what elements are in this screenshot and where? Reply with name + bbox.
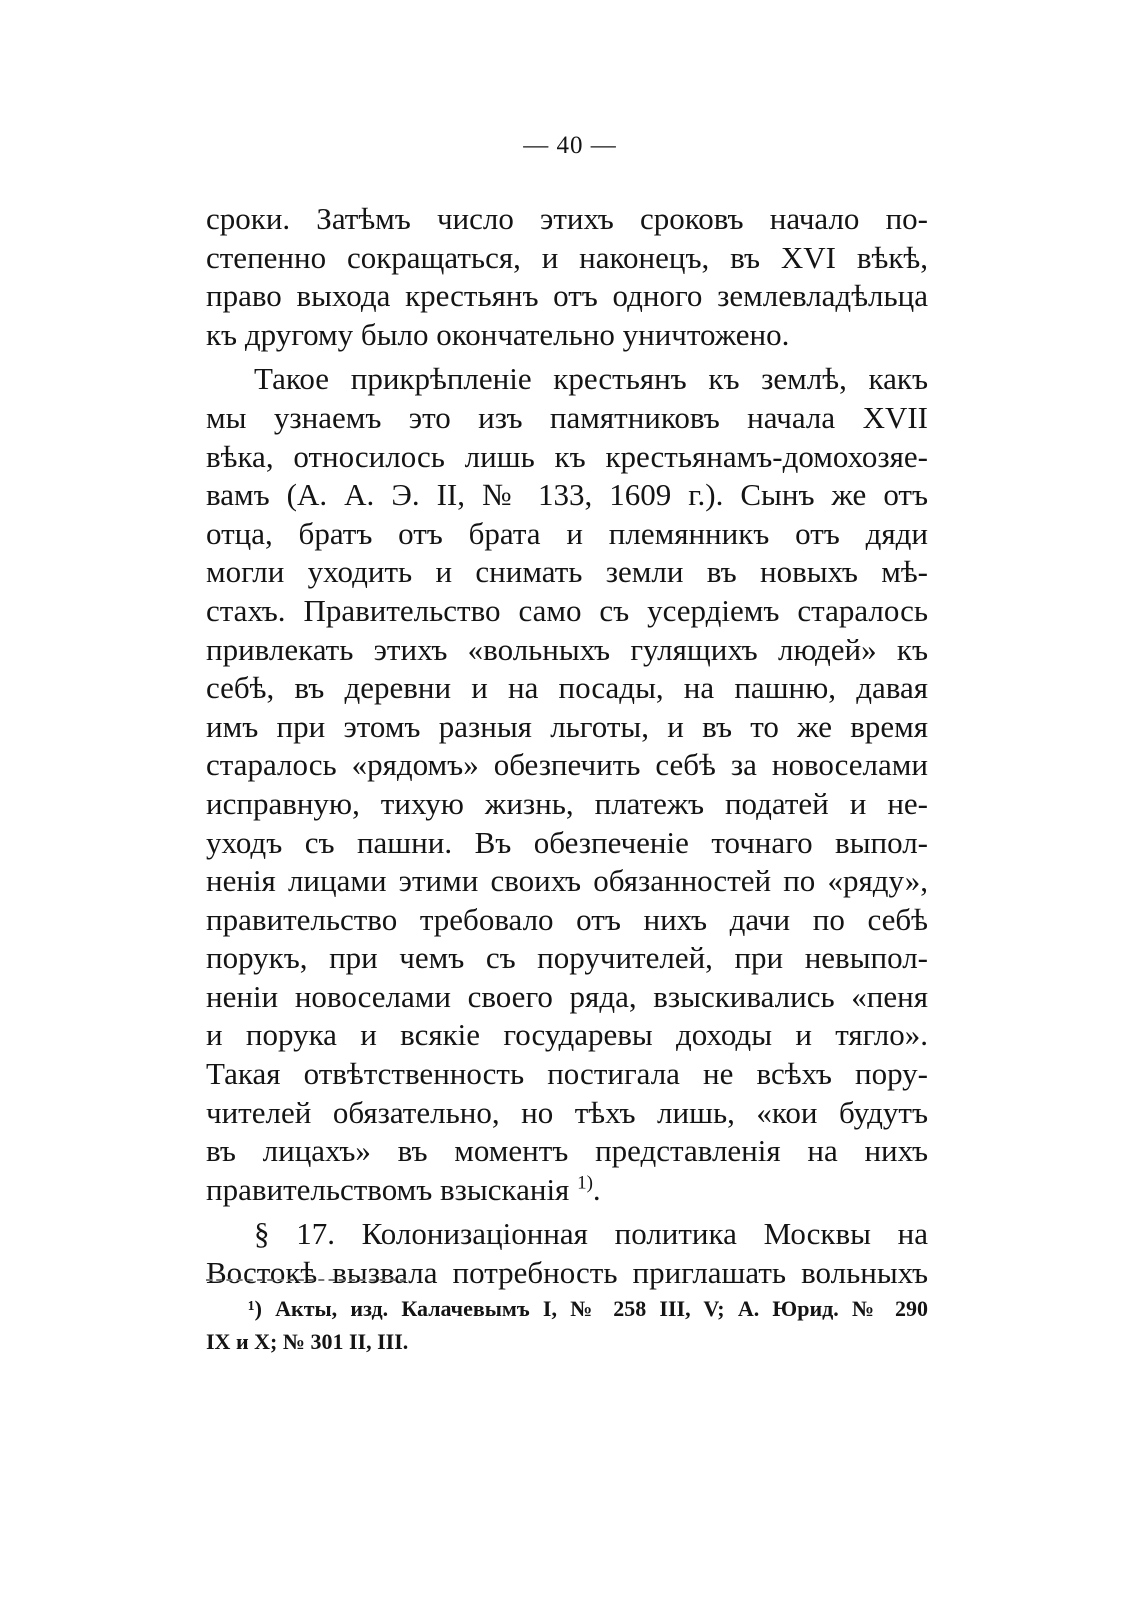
paragraph-3 (206, 1215, 928, 1292)
text-line: вѣка, относилось лишь къ крестьянамъ-домохозяе- (206, 438, 928, 474)
text-line: и порука и всякіе государевы доходы и тягло». (206, 1017, 928, 1053)
text-line: себѣ, въ деревни и на посады, на пашню, давая (206, 670, 928, 706)
footnote-divider (206, 1279, 406, 1281)
text-line: исправную, тихую жизнь, платежъ податей и не- (206, 785, 928, 821)
footnote-marker: 1) (577, 1172, 593, 1194)
text-line: стахъ. Правительство само съ усердіемъ старалось (206, 592, 928, 628)
text-line: § 17. Колонизаціонная политика Москвы на (254, 1216, 928, 1252)
text-line: правительство требовало отъ нихъ дачи по себѣ (206, 901, 928, 937)
text-line: старалось «рядомъ» обезпечить себѣ за новоселами (206, 747, 928, 783)
paragraph-2 (206, 360, 928, 1209)
text-line: порукъ, при чемъ съ поручителей, при невыпол- (206, 940, 928, 976)
text-line: вамъ (А. А. Э. II, № 133, 1609 г.). Сынъ же отъ (206, 477, 928, 513)
text-line: отца, братъ отъ брата и племянникъ отъ дяди (206, 515, 928, 551)
text-line: сроки. Затѣмъ число этихъ сроковъ начало по- (206, 201, 928, 236)
text-line: Востокѣ вызвала потребность приглашать вольныхъ (206, 1255, 928, 1291)
paragraph-1 (206, 200, 928, 354)
text-line: Такая отвѣтственность постигала не всѣхъ пору- (206, 1056, 928, 1092)
text-line: привлекать этихъ «вольныхъ гулящихъ людей» къ (206, 631, 928, 667)
text-line: могли уходить и снимать земли въ новыхъ мѣ- (206, 554, 928, 590)
footnote (206, 1292, 928, 1358)
text-line: уходъ съ пашни. Въ обезпеченіе точнаго выпол- (206, 824, 928, 860)
text-line: имъ при этомъ разныя льготы, и въ то же время (206, 708, 928, 744)
footnote-line: ¹) Акты, изд. Калачевымъ I, № 258 III, V; А. Юрид. № 290 (248, 1296, 928, 1321)
text-line-content: правительствомъ взысканія (206, 1171, 570, 1207)
text-line: неніи новоселами своего ряда, взыскивались «пеня (206, 978, 928, 1014)
text-line: ненія лицами этими своихъ обязанностей по «ряду», (206, 863, 928, 899)
text-line: право выхода крестьянъ отъ одного землевладѣльца (206, 278, 928, 314)
text-line: чителей обязательно, но тѣхъ лишь, «кои будутъ (206, 1094, 928, 1130)
body-text (206, 200, 928, 1293)
text-line: къ другому было окончательно уничтожено. (206, 316, 790, 352)
text-line: въ лицахъ» въ моментъ представленія на нихъ (206, 1133, 928, 1169)
text-line: мы узнаемъ это изъ памятниковъ начала XVII (206, 399, 928, 435)
footnote-line: IX и X; № 301 II, III. (206, 1329, 409, 1354)
text-line: степенно сокращаться, и наконецъ, въ XVI вѣкѣ, (206, 239, 928, 275)
text-line: Такое прикрѣпленіе крестьянъ къ землѣ, какъ (254, 361, 928, 397)
text-line-with-footnote: правительствомъ взысканія $^{1)}$. (206, 1171, 601, 1207)
page-number: — 40 — (523, 132, 617, 159)
